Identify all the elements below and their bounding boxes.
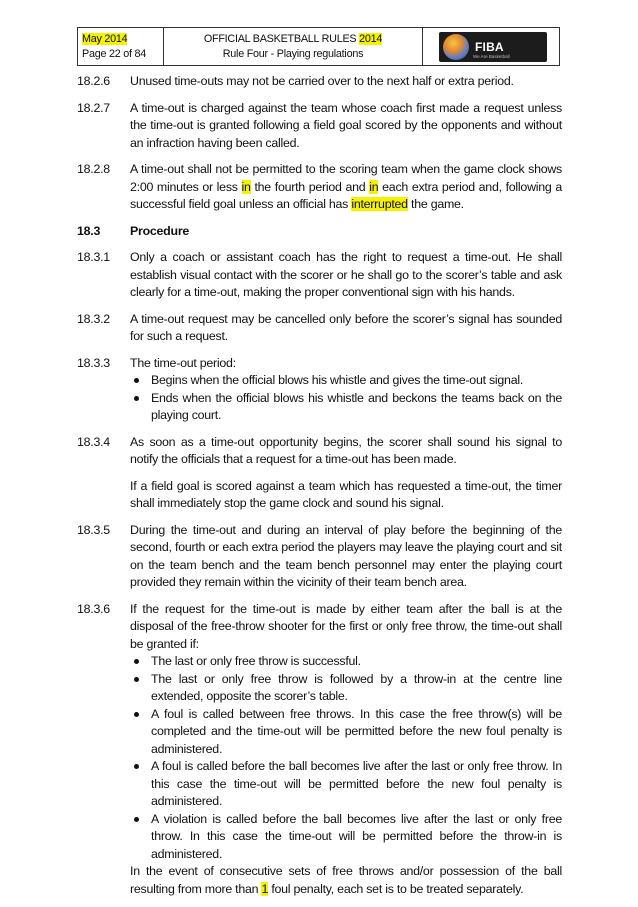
list-item: Ends when the official blows his whistle and beckons the teams back on the playing court. (130, 390, 562, 425)
highlighted-word: 1 (261, 881, 269, 896)
rule-item (77, 100, 562, 153)
rule-number: 18.3.1 (77, 250, 110, 264)
bullet-list (130, 653, 562, 863)
list-item: A foul is called before the ball becomes live after the last or only free throw. In this case the time-out will be permitted before the new foul penalty is administered. (130, 758, 562, 811)
rule-item (77, 355, 562, 425)
list-item: Begins when the official blows his whistle and gives the time-out signal. (130, 372, 562, 390)
list-item: A foul is called between free throws. In this case the free throw(s) will be completed and the time-out will be permitted before the new foul penalty is administered. (130, 706, 562, 759)
rule-number: 18.3.2 (77, 311, 110, 326)
highlighted-word: interrupted (351, 197, 408, 211)
rule-text: Only a coach or assistant coach has the right to request a time-out. He shall establish visual contact with the scorer or he shall go to the scorer’s table and ask clearly for a time-out, making the proper conventional sign with his hands. (130, 250, 562, 299)
section-title: Procedure (130, 223, 190, 238)
rule-number: 18.2.6 (77, 74, 110, 88)
section-heading (77, 223, 562, 241)
rule-text: As soon as a time-out opportunity begins, the scorer shall sound his signal to notify the officials that a request for a time-out has been made. If a field goal is scored against a team which has requested a time-out, the timer shall immediately stop the game clock and sound his signal. (130, 434, 562, 510)
header-date: May 2014 (82, 33, 128, 45)
rule-text: During the time-out and during an interval of play before the beginning of the second, fourth or each extra period the players may leave the playing court and sit on the team bench and the team bench personnel may enter the playing court provided they remain within the vicinity of their team bench area. (130, 522, 562, 589)
list-item: The last or only free throw is successful. (130, 653, 562, 671)
header-title-cell (164, 28, 423, 65)
section-number: 18.3 (77, 223, 101, 238)
rule-item (77, 434, 562, 513)
rule-item (77, 73, 562, 91)
header-subtitle: Rule Four - Playing regulations (222, 48, 364, 60)
rule-text: If the request for the time-out is made by either team after the ball is at the disposal of the free-throw shooter for the first or only free throw, the time-out shall be granted if: The last or only free throw is successful. The last or only free throw is followed by a throw-in at the centre line extended, opposite the scorer’s table. A foul is called between free throws. In this case the free throw(s) will be completed and the time-out will be permitted before the new foul penalty is administered. A foul is called before the ball becomes live after the last or only free throw. In this case the time-out will be permitted before the new foul penalty is administered. A violation is called before the ball becomes live after the last or only free throw. In this case the time-out will be permitted before the throw-in is administered. In the event of consecutive sets of free throws and/or possession of the ball resulting from more than 1 foul penalty, each set is to be treated separately. (130, 601, 562, 899)
rule-number: 18.2.8 (77, 162, 110, 176)
header-title-year: 2014 (359, 33, 383, 45)
highlighted-word: in (241, 179, 251, 194)
header-title: OFFICIAL BASKETBALL RULES 2014 (203, 33, 383, 45)
rule-text: A time-out is charged against the team whose coach first made a request unless the time-out is granted following a field goal scored by the opponents and without an infraction having been called. (130, 100, 562, 150)
rule-text: A time-out request may be cancelled only before the scorer’s signal has sounded for such a request. (130, 311, 562, 343)
rule-number: 18.3.3 (77, 355, 110, 370)
rule-item (77, 522, 562, 592)
bullet-list (130, 372, 562, 425)
rule-text: Unused time-outs may not be carried over to the next half or extra period. (130, 74, 514, 88)
header-logo-cell (423, 28, 559, 65)
rule-text: The time-out period: Begins when the official blows his whistle and gives the time-out signal. Ends when the official blows his whistle and beckons the teams back on the playing court. (130, 355, 562, 425)
rule-number: 18.3.4 (77, 434, 110, 449)
rule-item (77, 161, 562, 214)
rule-text: A time-out shall not be permitted to the scoring team when the game clock shows 2:00 minutes or less in the fourth period and in each extra period and, following a successful field goal unless an official has interrupted the game. (130, 162, 562, 211)
rule-item (77, 311, 562, 346)
fiba-logo (439, 32, 547, 62)
list-item: The last or only free throw is followed by a throw-in at the centre line extended, opposite the scorer’s table. (130, 671, 562, 706)
highlighted-word: in (369, 179, 379, 194)
closing-paragraph: In the event of consecutive sets of free throws and/or possession of the ball resulting from more than 1 foul penalty, each set is to be treated separately. (130, 864, 562, 896)
logo-tagline: We Are Basketball (473, 54, 510, 59)
basketball-icon (443, 34, 469, 60)
rule-content (77, 73, 562, 907)
rule-item (77, 249, 562, 302)
rule-item (77, 601, 562, 899)
logo-text: FIBA (475, 40, 504, 54)
rule-number: 18.3.5 (77, 522, 110, 537)
page-header (77, 27, 560, 66)
rule-number: 18.2.7 (77, 100, 110, 115)
header-page-number: Page 22 of 84 (82, 48, 146, 60)
list-item: A violation is called before the ball becomes live after the last or only free throw. In this case the time-out will be permitted before the throw-in is administered. (130, 811, 562, 864)
rule-number: 18.3.6 (77, 601, 110, 616)
header-date-cell (78, 28, 164, 65)
